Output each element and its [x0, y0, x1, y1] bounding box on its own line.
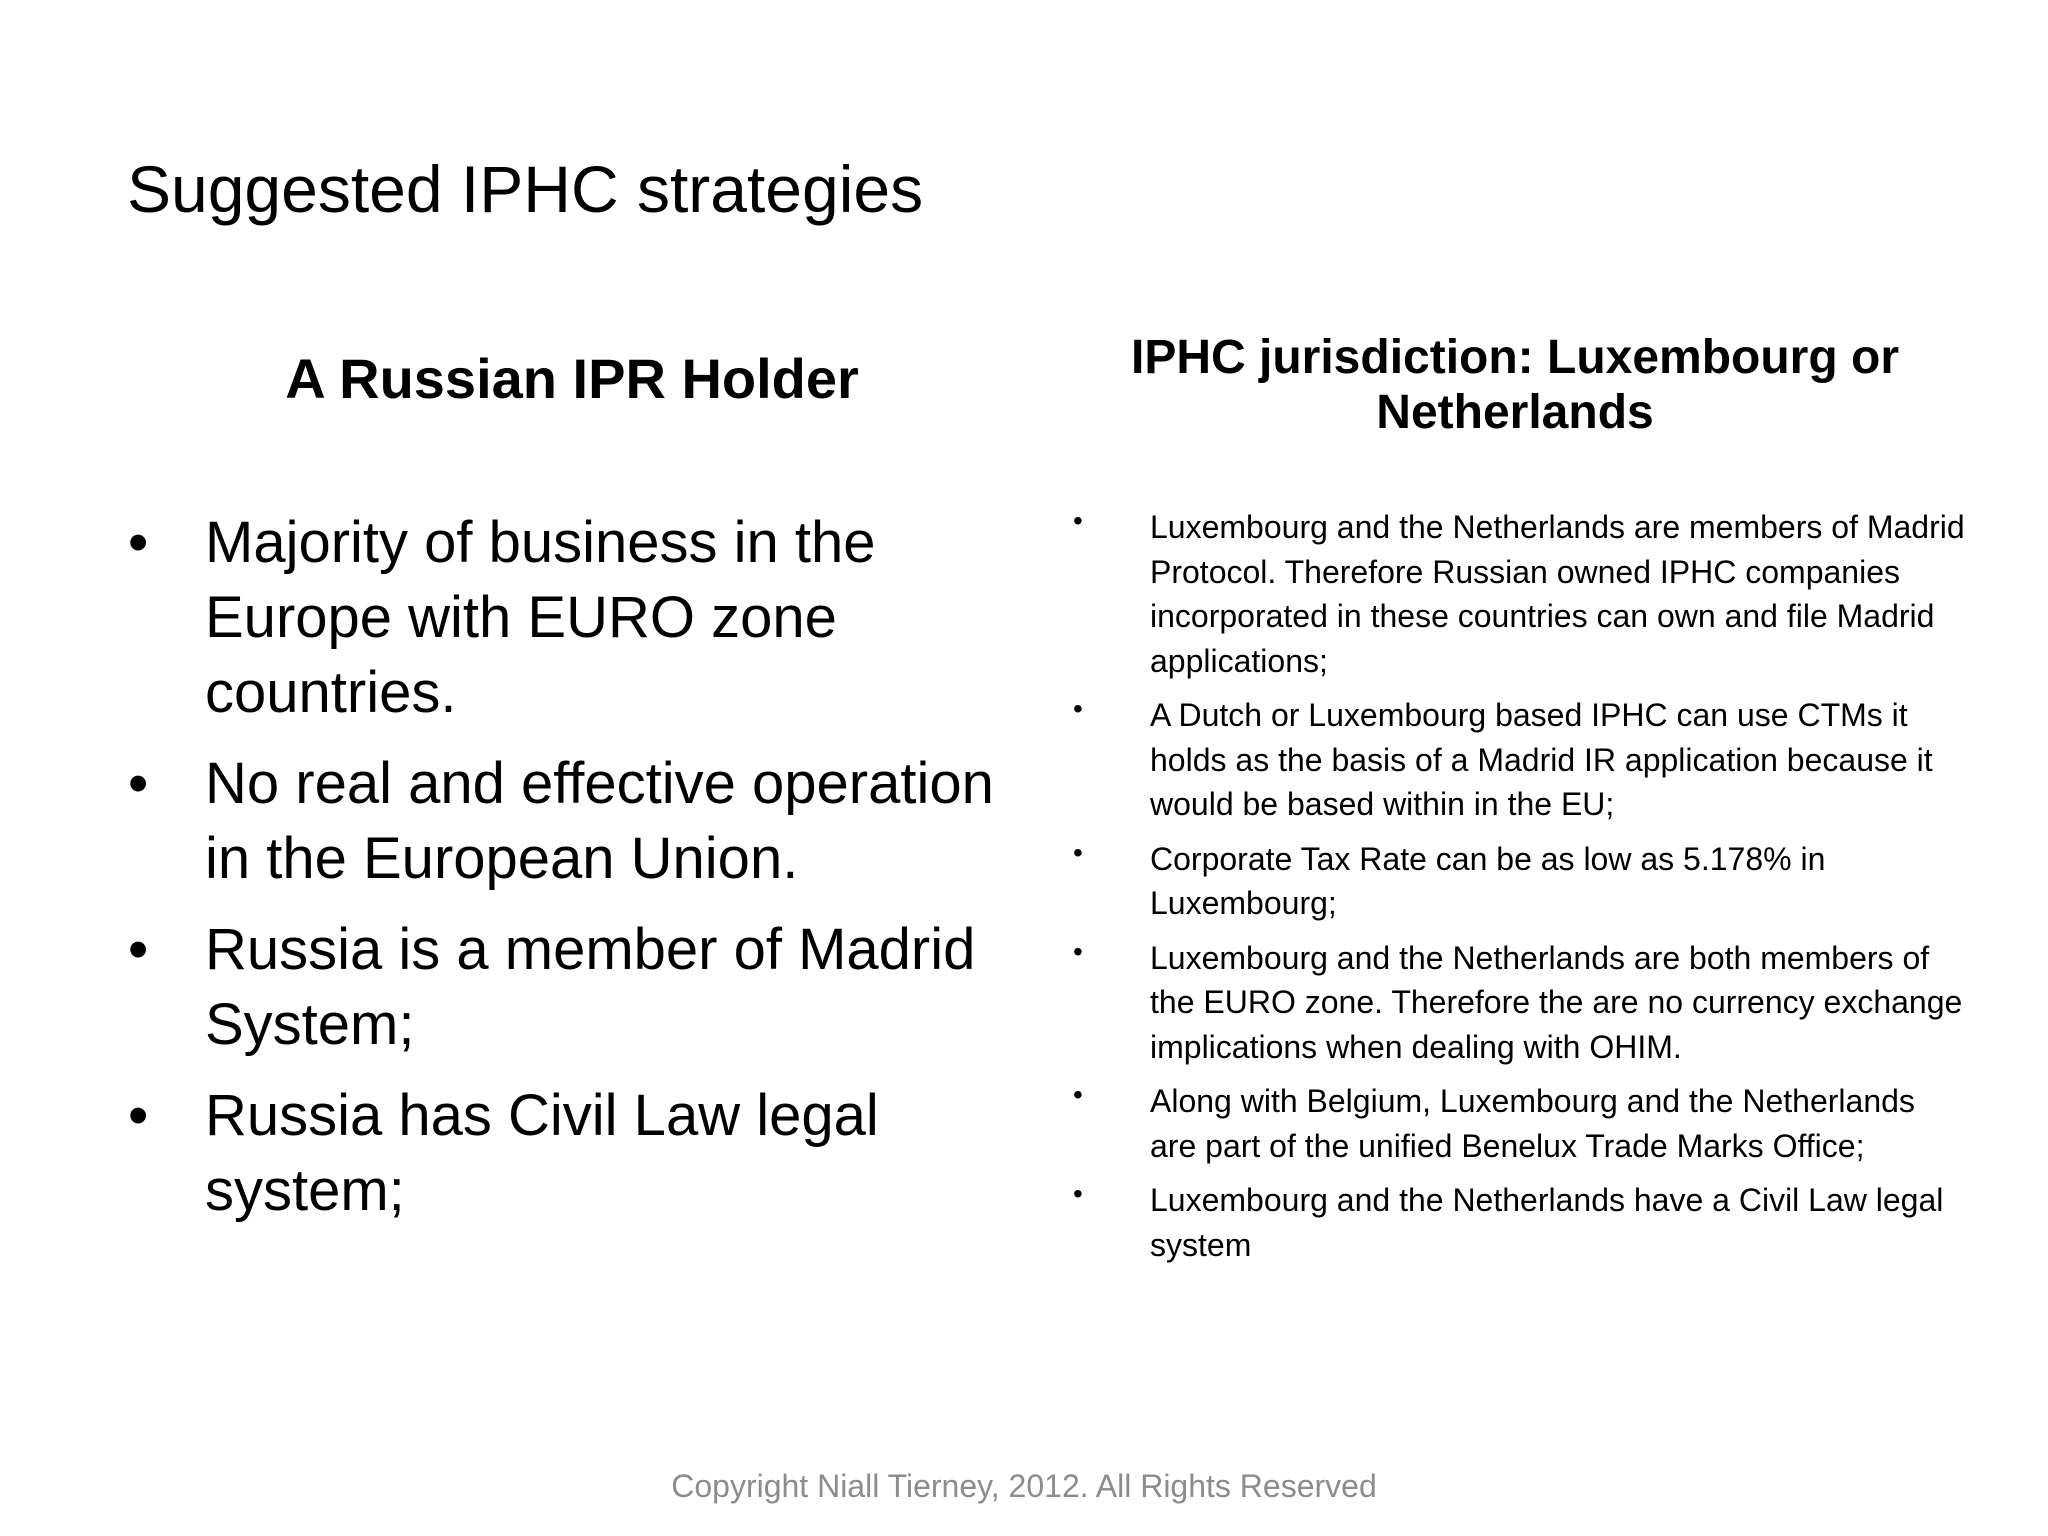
- list-item-text: Majority of business in the Europe with EURO zone countries.: [205, 510, 876, 725]
- list-item-text: Luxembourg and the Netherlands are members of Madrid Protocol. Therefore Russian owned IPHC companies incorporated in these countries can own and file Madrid applications;: [1150, 509, 1965, 679]
- list-item: [120, 505, 1020, 730]
- bullet-icon: •: [1073, 836, 1083, 868]
- left-column-heading: A Russian IPR Holder: [285, 347, 859, 410]
- list-item: [120, 746, 1020, 896]
- copyright-footer: Copyright Niall Tierney, 2012. All Rights Reserved: [671, 1468, 1377, 1504]
- bullet-icon: •: [128, 917, 149, 982]
- list-item-text: Luxembourg and the Netherlands have a Civil Law legal system: [1150, 1182, 1944, 1263]
- bullet-icon: •: [1073, 935, 1083, 967]
- list-item-text: Along with Belgium, Luxembourg and the Netherlands are part of the unified Benelux Trade Marks Office;: [1150, 1083, 1915, 1164]
- list-item: [120, 1078, 1020, 1228]
- bullet-icon: •: [1073, 693, 1083, 724]
- bullet-icon: •: [1073, 1178, 1083, 1209]
- bullet-icon: •: [128, 751, 149, 816]
- list-item-text: Russia is a member of Madrid System;: [205, 917, 976, 1057]
- list-item-text: Luxembourg and the Netherlands are both members of the EURO zone. Therefore the are no currency exchange implications when dealing with OHIM.: [1150, 939, 1963, 1065]
- left-bullet-list: [120, 505, 1020, 1244]
- list-item: [1065, 693, 1965, 827]
- list-item-text: Russia has Civil Law legal system;: [205, 1083, 879, 1223]
- list-item: [1065, 505, 1965, 683]
- list-item: [120, 912, 1020, 1062]
- list-item-text: A Dutch or Luxembourg based IPHC can use CTMs it holds as the basis of a Madrid IR application because it would be based within in the EU;: [1150, 697, 1933, 822]
- bullet-icon: •: [128, 510, 149, 575]
- list-item-text: Corporate Tax Rate can be as low as 5.178% in Luxembourg;: [1150, 840, 1826, 921]
- bullet-icon: •: [1073, 1079, 1083, 1110]
- list-item-text: No real and effective operation in the European Union.: [205, 751, 994, 891]
- list-item: [1065, 936, 1965, 1070]
- right-column-heading: IPHC jurisdiction: Luxembourg or Netherlands: [1130, 331, 1900, 440]
- right-bullet-list: [1065, 505, 1965, 1277]
- bullet-icon: •: [128, 1083, 149, 1148]
- list-item: [1065, 1178, 1965, 1267]
- list-item: [1065, 837, 1965, 926]
- slide-title: Suggested IPHC strategies: [127, 152, 924, 226]
- bullet-icon: •: [1073, 505, 1083, 536]
- list-item: [1065, 1079, 1965, 1168]
